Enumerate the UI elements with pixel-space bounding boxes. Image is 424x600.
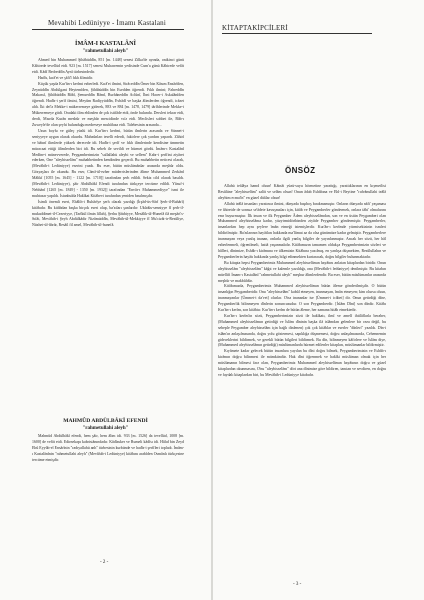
paragraph: Mahmûd Abdülbâkî efendi, hem şâir, hem âlim idi. 933 [m. 1526] da tevellüd, 1008 [m. 1600] de vefât etdi. Edirnekapı kabristânındadır. Kâdîasker ve Rumeli kâdîsı idi. Hâlıd bin Zeyd Ebû Eyyûb-el Ensârînin "radıyallahü anh" türbesinin kurbünde ve hadîs-i şerîfleri topladı. İmâm-ı Kastalânînin "rahmetullahi aleyh" (Mevâhib-i Ledüniyye) kitâbını arabîden Osmânlı türkçesine tercüme etmişdir. <box>32 434 184 462</box>
paragraph: Allahü teâlâ insanları yaratınca ilmini, dünyada başıboş bırakmamıştır. Onların dünyada nâfi' yaşaması ve âhiretde de sonsuz se'âdete kavuşmaları için, kitâb ve Peygamberler göndermek, onlara tâbi' olmalarını emr buyurmuştur. İlk insan ve ilk Peygamber Âdem aleyhisselâmdan, son ve en üstün Peygamberi olan Muhammed aleyhisselâma kadar, yüzyirmidörtbinden ziyâde Peygamber göndermiştir. Peygamberler, insanlardan hep aynı şeylere îmân etmeği istemişlerdir. Kur'ân-ı kerîmde yürmisekizinin ismleri bildirilmiştir. Ba'zılarının hayâtları hakkında ma'lûmat az da olsa günümüze kadar gelmiştir. Peygamberlere inanmayan veya yanlış inanan, onlarla ilgili yanlış bilgiler de yayınlanmıştır. Ancak her sözü, her hâl ezberlenmeli, öğrenilmeli, hattâ yaşanmalıdır. Kitâbımızın tamamen oldukça Peygamberimizin sözleri ve hâlleri, dînimize, Eshâb-ı kirâmına ve ülkemizin Kitâbına yazılmış, en yanlışa düşmekten, Resûlullahın ve Peygamberlerin hayâtı hakkında yanlış bilgi edinmekten kurtaracak, doğru bilgiler bulunmaktadır. <box>218 201 386 259</box>
section-subtitle: "rahmetullahi aleyh" <box>82 426 129 431</box>
paragraph: Kur'ân-ı kerîm'in sözü, Peygamberimizin sözü ile hakîkatı, ilmî ve amelî ihtilâflarla beraber, (Muhammed aleyhisselâmın getirdiği ve İslâm dîninin başka ilâ islâmdan gelenlere bir ceza değil, bu sebeple Peygamber aleyhisselâm için bağlı dinlenen) çok çok kitâblar ve eserler "dînleri" yazıldı. Dîn-i islâm'ın anlaşılmasında, doğru yolu göstermesi, sapıklığa düşmemesi, doğru anlaşılmasında, Cehennemin gideceklerini bildirmek, ve gerekli bütün bilgileri bildirmek. Bu dîn, bilinmeyen kâfirlere ve İslâm diye, (Muhammed aleyhisselâmın getirdiği) müslümanlarda hürmet edilenler kitapları, müslümanlar bildirmiştir. <box>218 313 386 348</box>
preface-body <box>218 184 386 564</box>
paragraph: Küçük yaşda Kur'ân-ı kerîmi ezberledi. Kırâ'et ilmini, Sirâceddîn Ömer bin Kâsım Ensârîden, Zeynüddîn Abdülgani Heytemîden, Şihâbüddîn bin Esedden öğrendi. Fıkh ilmini; Fahreddîn Makassî, Şihâbüddîn Bâbî, Şemseddîn Bâmî, Burhâneddîn Aclûnî, İbni Hacer-i Askalânîden öğrendi. Hadîs-i şerîf ilmini, Meyûm Radiyyüddîn, Evhâdî ve başka âlimlerden öğrendi, icâzet aldı. İki def'a Mekke-i mükerremeye giderek, 883 ve 884 [m. 1478, 1479] târîhlerinde Mekke-i Mükerremeye gitdi. Oradaki ilim ehlinden de çok istifâde etdi, önde bulundu. Dersleri tekrar etdi, derdi, Mısrda Kurân mesbûr ve meşhûr mescidinde va'z etdi. Meclisleri sohbet ile, Bâb-ı Zuweyle'de olan şeyhi bulunduğu medreseye muhâfaza etdi. Talebesinin arasında... <box>32 81 184 127</box>
paragraph: Ahmed bin Muhammed Şihâbüddîn, 851 [m. 1448] senesi Zilka'de ayında, onikinci günü Kâhirede tevellüd etdi. 923 [m. 1517] senesi Muharremin yedisinde Cum'a günü Kâhirede vefât etdi. Kâdî Bedreddîn Aynî türbesindedir. <box>32 58 184 74</box>
section-title: MAHMÛD ABDÜLBÂKÎ EFENDİ <box>63 418 148 424</box>
section-body <box>32 58 184 408</box>
paragraph: İsimli önemli eseri, Ebâlih-i Buhârîye şerh olarak yazdığı (İrşâd-üs-Sârî Şerh-il-Buhârî) kitâbıdır. Bu kitâbdan başka birçok eseri olup, ba'zıları şunlardır: Ukûdüs-senniyye fî şerh-il-mukaddimet-il-Cezeriyye, (Tarîkül ilmin lillah), Şerhu Şâtıbiyye, Mesâlik-ül-Hunefâ ilâ meşâri's-Sıfât, Mevâhib-i Şeyh Abdülkâdir Nizâmüddîn, Mevâhib-ül-Mekkiyye fî Mu'cizât-ir-Resûliye, Nüzhet-ül-âbrâr, Resâil fil amel, Mevâhib-ül-hunefâ. <box>32 199 184 228</box>
paragraph: Kitâbımızda, Peygamberimiz Muhammed aleyhisselâmın bütün âleme gönderilmişdir. O bütün insanlığın Peygamberidir. Onu "aleyhisselâm" kabûl etmeyen, inanmayan, îmân etmeyen; kim olursa olsun, inanmayanlar [Ümmet-i da'vet] olurlar. O'na inananlar ise [Ümmet-i icâbet] dir. Onun getirdiği dîne, Peygamberlik bilinmeyen dînlerin sonuncusudur. O son Peygamberdir. [İslâm Dîni] son dîndir. Kitâbı Kur'ân-ı kerîm, son kitâbtır. Kur'ân-ı kerîm de bütün âleme, her zamana hitâb etmektedir. <box>218 284 386 313</box>
paragraph: Uzun boylu ve güleç yüzlü idi. Kur'ân-ı kerîmi, bütün ilmlerin arasında ve Sünnet-i seniyyeye uygun olarak okurdu. Mahzûnları teselli ederdi, fakirlere çok yardım yapardı. Zâhirî ve bâtınî ilimlerde yüksek derecede idi. Hadîs-i şerîf ve fıkh ilimlerinde kendisine ümmetin müracaat ettiği âlimlerden biri idi. Bu sebeb ile sevildi ve hürmet gördü. İmâm-ı Kastalânî Medîne-i münevverede, Peygamberimizin "sallallahü aleyhi ve sellem" Kabr-i şerîfini ziyâret ederken, One "aleyhisselâm" muhabbetinden kendinden geçerdi. Bu muhabbetin neticesi olarak, (Mevâhib-i Ledüniyye) eserini yazdı. Bu eser, bütün müslümânlar arasında meşhûr oldu. Gözyaşları ile okundu. Bu eser, Câmî-ül-ezher müderrislerinden âlime Muhammed Zerkânî Mâlikî [1055 [m. 1645] - 1122 [m. 1710]] tarafından şerh edildi. Sekiz cild olarak basıldı. (Mevâhib-i Ledüniyye), şâir Abdülbâkî Efendi tarafından türkçeye tercüme edildi. Yûsuf-i Nebhânî [1265 [m. 1849] - 1350 [m. 1932]] tarafından "Envâr-ı Muhammediyye" ismi ile muhtasar yapıldı. İstanbulda Hakîkat Kitâbevi tarafından yeniden basılmışdır. <box>32 128 184 198</box>
page-number: - 3 - <box>293 582 302 587</box>
section-subtitle: "rahmetullahi aleyh" <box>82 49 129 54</box>
paragraph: Hadîs, kırâ'et ve şâfi'î fıkh âlimidir. <box>38 75 93 80</box>
running-head: Mevahibi Ledüniyye - İmamı Kastalani <box>48 19 167 27</box>
left-page <box>0 0 211 600</box>
paragraph: Allahü teâlâya hamd olsun! Kâinât yüzü-suyu hörmetine yarattığı, yarattıklarının en kıymetlisi Resûlüne "aleyhisselâm" salât ve selâm olsun! Onun âdab Eshâbına ve Ehl-i Beytine "rıdvânullahi teâlâ aleyhim ecma'în" en güzel düâlar olsun! <box>218 184 386 200</box>
right-page <box>213 0 424 600</box>
header-rule <box>222 33 372 34</box>
section-title: İMÂM-I KASTALÂNÎ <box>75 40 136 47</box>
header-rule <box>32 29 184 30</box>
running-head: KİTAPTAKİPCİLERİ <box>222 24 288 32</box>
paragraph: Bu kitapta hepsi Peygamberimiz Muhammed aleyhisselâmın hayâtını anlatan kitaplardan biridir. Onun aleyhisselâm "aleyhisselâm" kâğıt ve kalemle yazıldığı, ona (Mevâhib-i ledüniyye) denilmiştir. Bu kitabın müellifi İmam-ı Kastalânî "rahmetullahi aleyh" meşhur âlimlerdendir. Bu eser, bütün müslümanlar arasında meşhûr ve makbûldür. <box>218 260 386 283</box>
paragraph: Kıyâmete kadar gelecek bütün insanlara yayılan bu dîni doğru bilmek, Peygamberimizin ve Eshâb-ı kirâmın doğru bilinmesi ile mümkündür. Hak dîni öğrenmek ve hakîki müslüman olmak için her müslümanın bilmesi farz olan, Peygamberimiz Muhammed aleyhisselâmın hayâtının doğru ve güzel kitaplardan okunmasını, O'nu "aleyhisselâm" dört ana dînimize göre bildiren, tanıtan ve sevdiren, en doğru ve faydalı kitaplardan biri, bu Mevâhib-i Ledüniyye kitabıdır. <box>218 349 386 377</box>
page-number: - 2 - <box>100 560 109 565</box>
section-body <box>32 434 184 498</box>
page-title: ÖNSÖZ <box>285 166 316 175</box>
